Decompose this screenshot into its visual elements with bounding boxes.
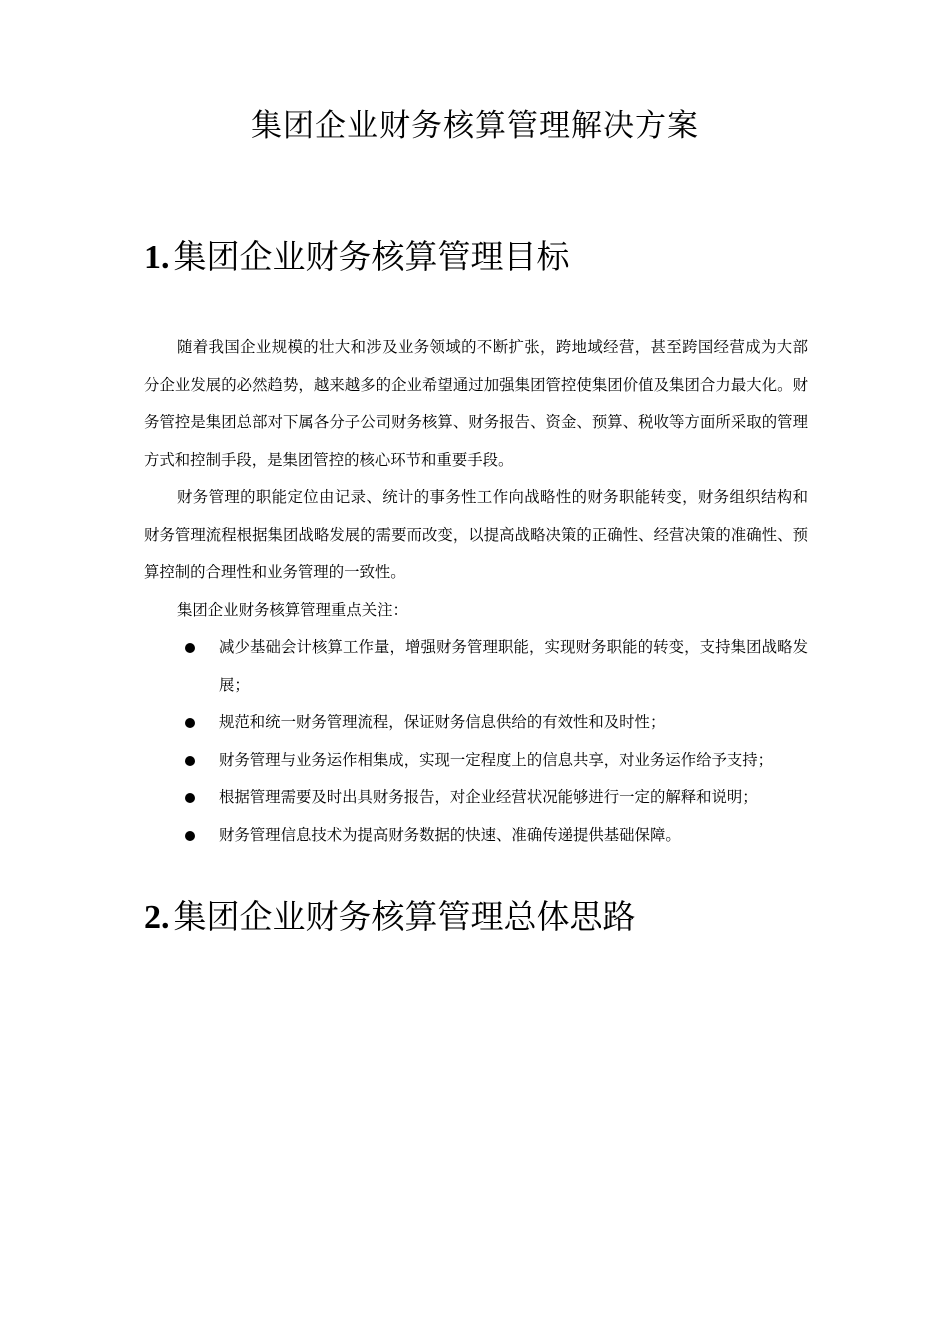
bullet-icon (185, 793, 195, 803)
list-item-text: 减少基础会计核算工作量，增强财务管理职能，实现财务职能的转变，支持集团战略发展； (219, 638, 808, 694)
list-item-text: 根据管理需要及时出具财务报告，对企业经营状况能够进行一定的解释和说明； (219, 788, 758, 806)
section-1-body (144, 329, 808, 854)
list-item (144, 779, 808, 817)
bullet-icon (185, 718, 195, 728)
section-heading-2 (144, 893, 636, 942)
list-item (144, 704, 808, 742)
list-item (144, 817, 808, 855)
list-item (144, 629, 808, 704)
list-item-text: 财务管理信息技术为提高财务数据的快速、准确传递提供基础保障。 (219, 825, 681, 844)
list-item (144, 742, 808, 780)
section-heading-text: 集团企业财务核算管理总体思路 (173, 897, 636, 936)
paragraph: 集团企业财务核算管理重点关注： (177, 600, 408, 619)
paragraph: 财务管理的职能定位由记录、统计的事务性工作向战略性的财务职能转变，财务组织结构和财务管理流程根据集团战略发展的需要而改变，以提高战略决策的正确性、经营决策的准确性、预算控制的合理性和业务管理的一致性。 (144, 488, 808, 581)
focus-list (144, 629, 808, 854)
list-item-text: 规范和统一财务管理流程，保证财务信息供给的有效性和及时性； (219, 713, 666, 731)
bullet-icon (185, 831, 195, 841)
document-title: 集团企业财务核算管理解决方案 (251, 108, 699, 144)
section-heading-1 (144, 233, 570, 282)
bullet-icon (185, 756, 195, 766)
section-number: 2. (144, 899, 170, 936)
section-heading-text: 集团企业财务核算管理目标 (173, 237, 570, 276)
section-number: 1. (144, 239, 170, 276)
list-item-text: 财务管理与业务运作相集成，实现一定程度上的信息共享，对业务运作给予支持； (219, 750, 774, 769)
bullet-icon (185, 643, 195, 653)
paragraph: 随着我国企业规模的壮大和涉及业务领域的不断扩张，跨地域经营，甚至跨国经营成为大部分企业发展的必然趋势，越来越多的企业希望通过加强集团管控使集团价值及集团合力最大化。财务管控是集团总部对下属各分子公司财务核算、财务报告、资金、预算、税收等方面所采取的管理方式和控制手段，是集团管控的核心环节和重要手段。 (144, 338, 808, 469)
